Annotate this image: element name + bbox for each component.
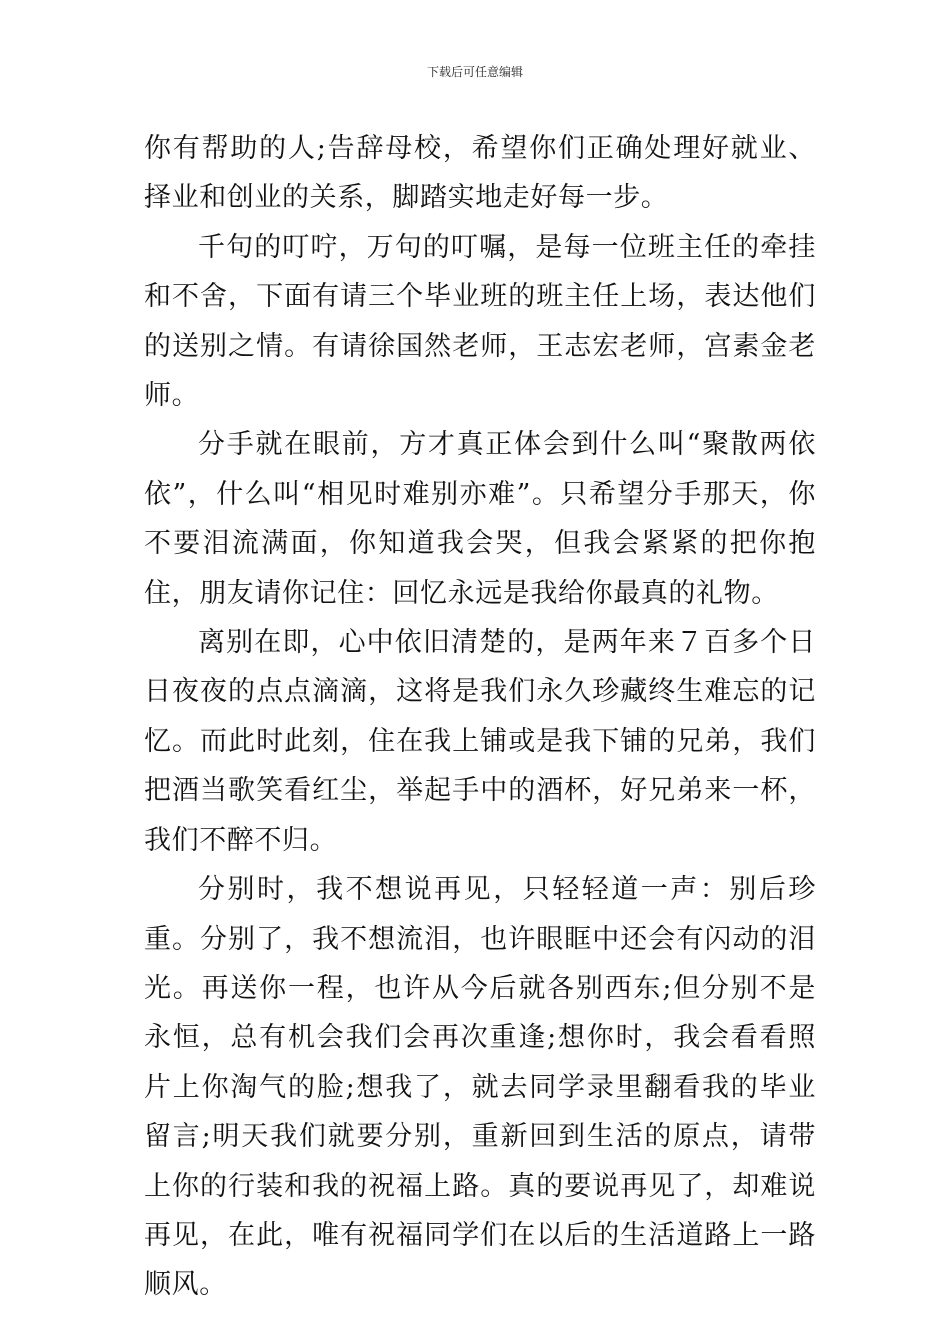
page-header: 下载后可任意编辑 xyxy=(426,65,523,79)
paragraph-1: 你有帮助的人;告辞母校，希望你们正确处理好就业、择业和创业的关系，脚踏实地走好每一步。 xyxy=(144,133,816,214)
paragraph-4: 离别在即，心中依旧清楚的，是两年来７百多个日日夜夜的点点滴滴，这将是我们永久珍藏终生难忘的记忆。而此时此刻，住在我上铺或是我下铺的兄弟，我们把酒当歌笑看红尘，举起手中的酒杯，好兄弟来一杯，我们不醉不归。 xyxy=(144,627,816,856)
paragraph-5: 分别时，我不想说再见，只轻轻道一声：别后珍重。分别了，我不想流泪，也许眼眶中还会有闪动的泪光。再送你一程，也许从今后就各别西东;但分别不是永恒，总有机会我们会再次重逢;想你时，我会看看照片上你淘气的脸;想我了，就去同学录里翻看我的毕业留言;明天我们就要分别，重新回到生活的原点，请带上你的行装和我的祝福上路。真的要说再见了，却难说再见，在此，唯有祝福同学们在以后的生活道路上一路顺风。 xyxy=(144,874,816,1301)
paragraph-2: 千句的叮咛，万句的叮嘱，是每一位班主任的牵挂和不舍，下面有请三个毕业班的班主任上场，表达他们的送别之情。有请徐国然老师，王志宏老师，宫素金老师。 xyxy=(144,231,816,412)
document-body xyxy=(144,124,816,1310)
paragraph-3: 分手就在眼前，方才真正体会到什么叫“聚散两依依”，什么叫“相见时难别亦难”。只希望分手那天，你不要泪流满面，你知道我会哭，但我会紧紧的把你抱住，朋友请你记住：回忆永远是我给你最真的礼物。 xyxy=(144,429,816,609)
